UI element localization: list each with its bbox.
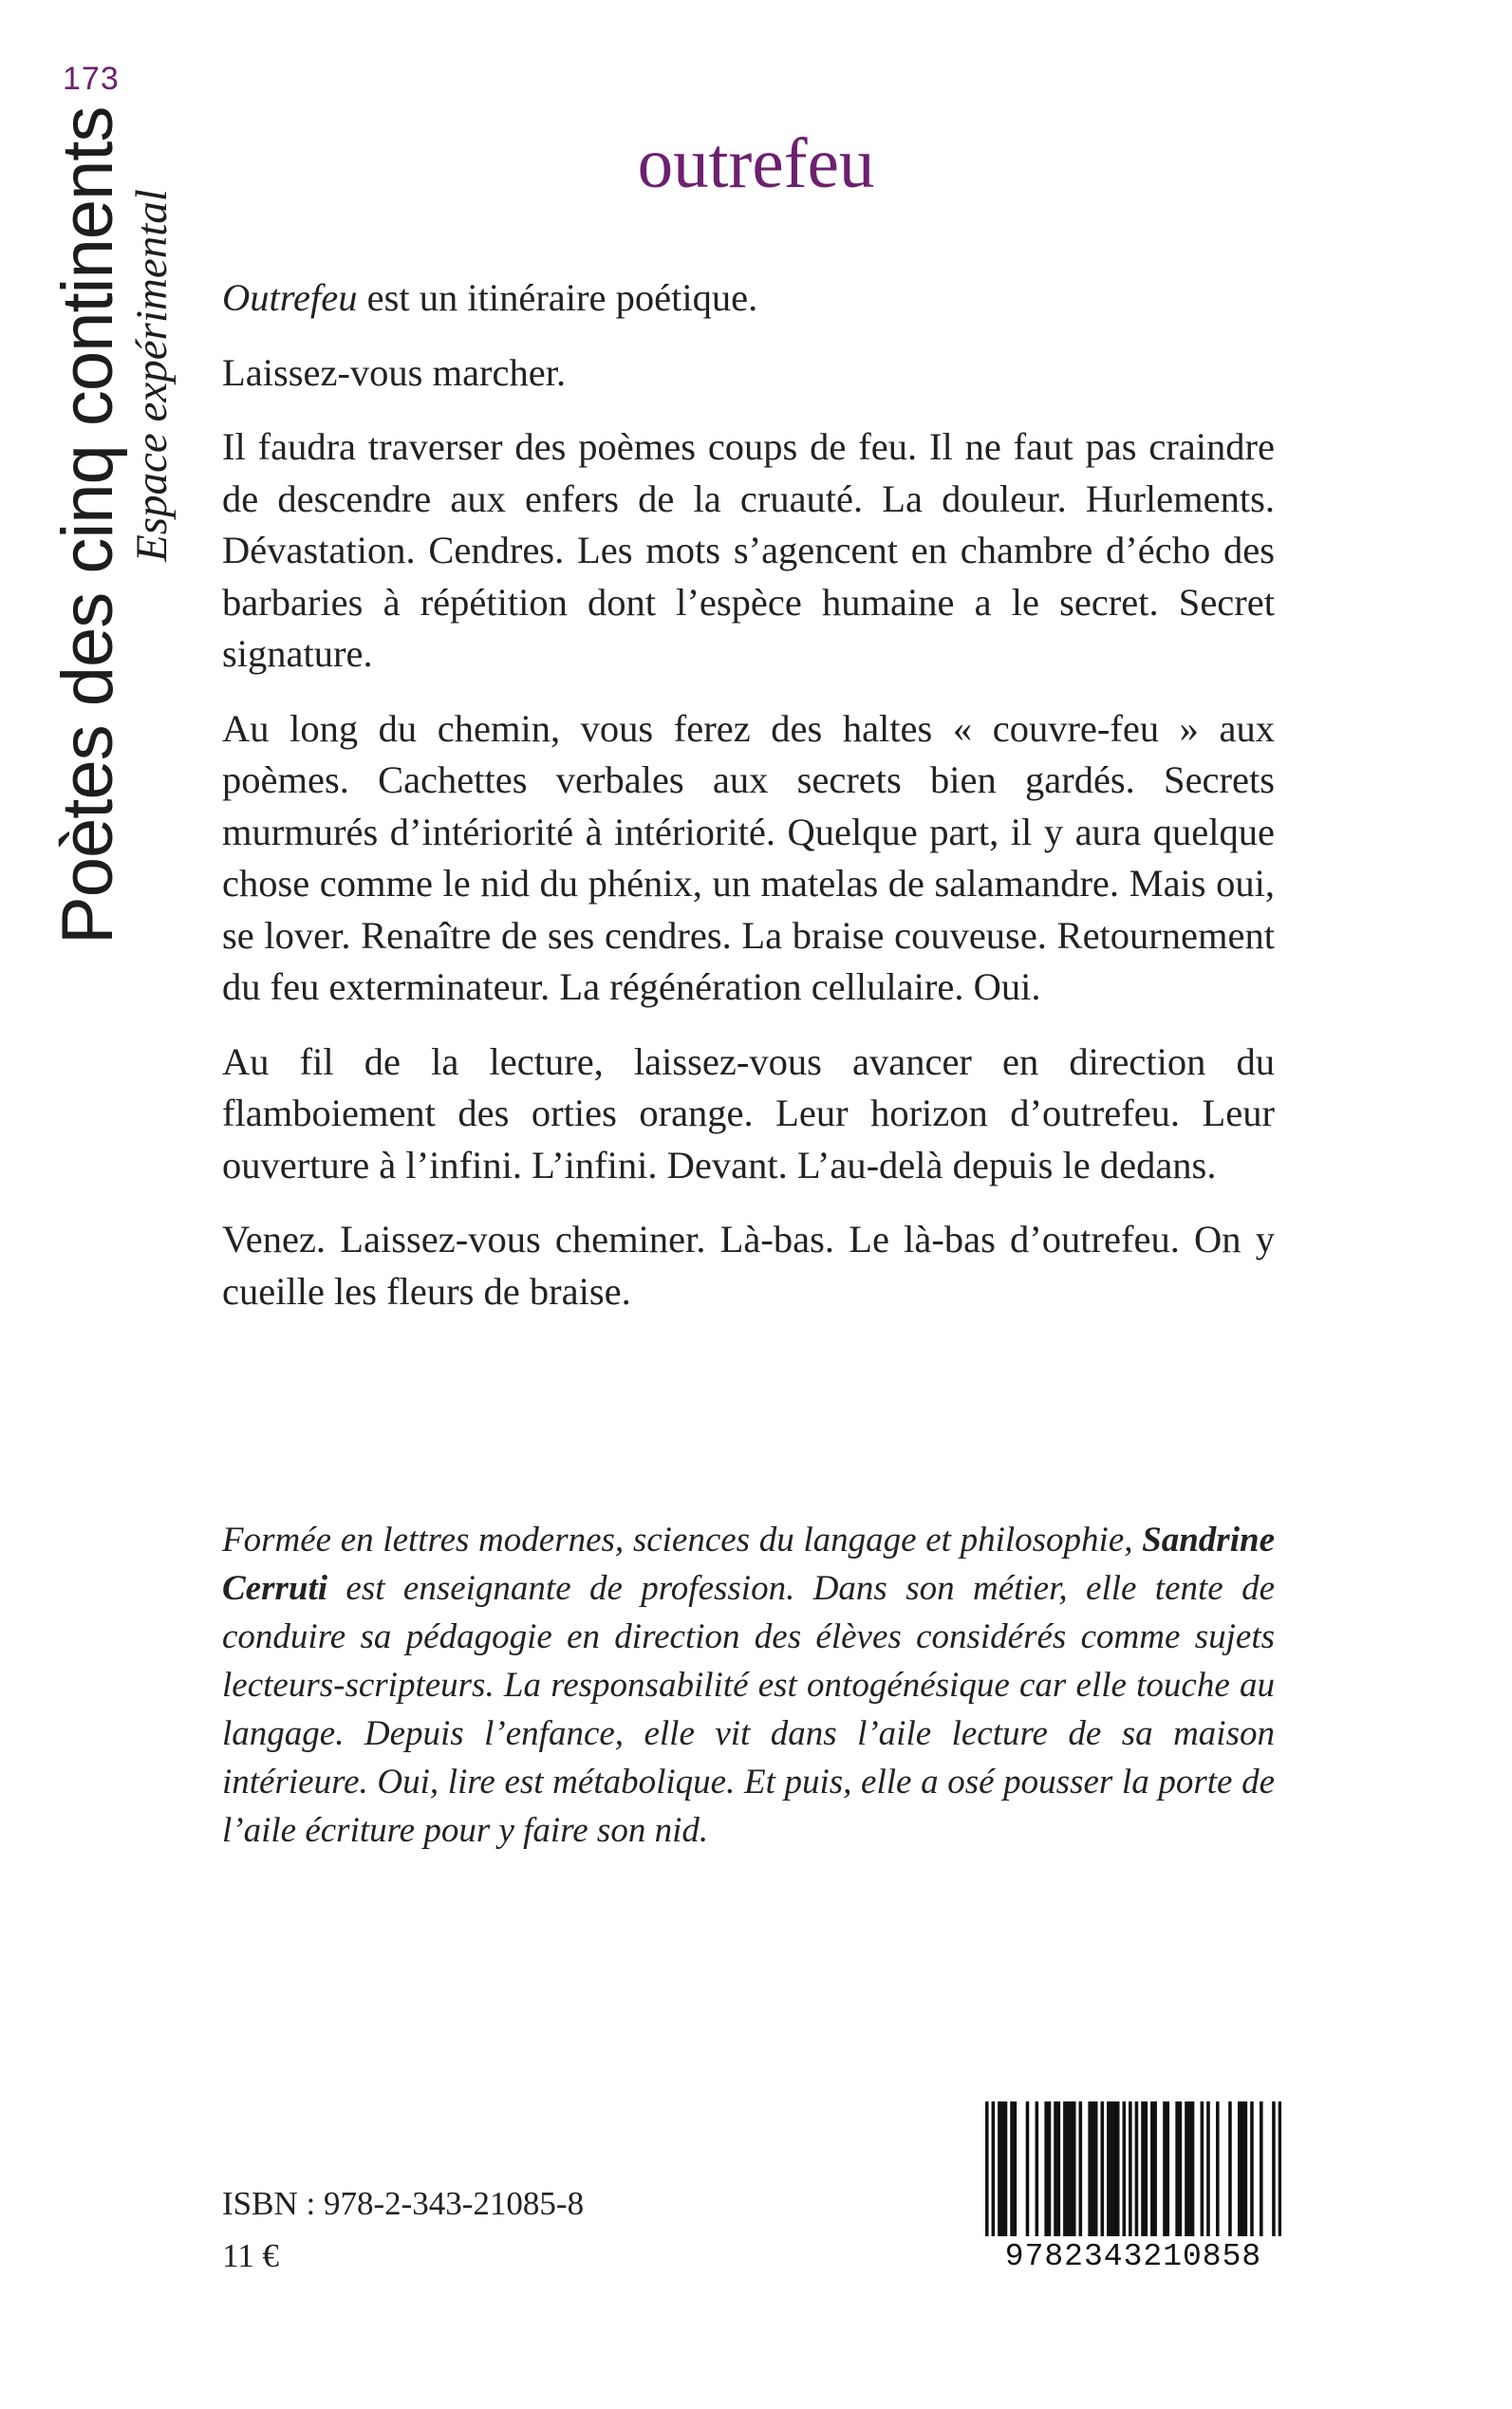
barcode-bar [1150, 2101, 1154, 2236]
barcode-bar [992, 2101, 996, 2236]
barcode-bar [1079, 2101, 1083, 2236]
barcode [978, 2098, 1277, 2278]
barcode-bar [1092, 2101, 1095, 2236]
bio-before: Formée en lettres modernes, sciences du langage et philosophie, [222, 1521, 1143, 1559]
barcode-bar [1191, 2101, 1195, 2236]
barcode-bar [1141, 2101, 1145, 2236]
barcode-bar [1206, 2101, 1210, 2236]
barcode-bar [985, 2101, 989, 2236]
barcode-bar [1110, 2101, 1113, 2236]
barcode-bar [1026, 2101, 1030, 2236]
blurb-title-em: Outrefeu [222, 276, 358, 319]
author-bio [222, 1516, 1275, 1855]
barcode-bar [1179, 2101, 1183, 2236]
barcode-bars [985, 2101, 1281, 2244]
book-title: outrefeu [637, 124, 875, 203]
barcode-bar [1066, 2101, 1070, 2236]
barcode-bar [1073, 2101, 1076, 2236]
barcode-bar [1113, 2101, 1117, 2236]
blurb-paragraph-1 [222, 272, 1275, 325]
author-bio-paragraph [222, 1516, 1275, 1855]
barcode-bar [1201, 2101, 1204, 2236]
barcode-bar [1175, 2101, 1179, 2236]
barcode-bar [1144, 2101, 1148, 2236]
barcode-bar [1272, 2101, 1276, 2236]
barcode-bar [1094, 2101, 1098, 2236]
barcode-digits: 9782343210858 [1004, 2239, 1262, 2274]
barcode-bar [1057, 2101, 1061, 2236]
series-subtitle: Espace expérimental [127, 189, 177, 562]
barcode-bar [1063, 2101, 1067, 2236]
blurb [222, 272, 1275, 1340]
blurb-paragraph-2: Laissez-vous marcher. [222, 350, 567, 394]
barcode-bar [1101, 2101, 1105, 2236]
barcode-bar [1000, 2101, 1004, 2236]
blurb-paragraph-4: Au long du chemin, vous ferez des haltes « couvre-feu » aux poèmes. Cachettes verbales aux secrets bien gardés. Secrets murmurés d’intériorité à intériorité. Quelque part, il y aura quelque chose comme le nid du phénix, un matelas de salamandre. Mais oui, se lover. Renaître de ses cendres. La braise couveuse. Retournement du feu exterminateur. La régénération cellulaire. Oui. [222, 706, 1275, 1008]
author-name: Sandrine Cerruti [222, 1521, 1275, 1608]
barcode-bar [1216, 2101, 1220, 2236]
barcode-bar [1070, 2101, 1073, 2236]
barcode-bar [1036, 2101, 1039, 2236]
blurb-paragraph-3: Il faudra traverser des poèmes coups de feu. Il ne faut pas craindre de descendre aux enfers de la cruauté. La douleur. Hurlements. Dévastation. Cendres. Les mots s’agencent en chambre d’écho des barbaries à répétition dont l’espèce humaine a le secret. Secret signature. [222, 425, 1275, 675]
barcode-bar [1129, 2101, 1132, 2236]
bio-after: est enseignante de profession. Dans son métier, elle tente de conduire sa pédagogie en direction des élèves considérés comme sujets lecteurs-scripteurs. La responsabilité est ontogénésique car elle touche au langage. Depuis l’enfance, elle vit dans l’aile lecture de sa maison intérieure. Oui, lire est métabolique. Et puis, elle a osé pousser la porte de l’aile écriture pour y faire son nid. [222, 1569, 1275, 1850]
series-number: 173 [63, 61, 120, 97]
isbn: ISBN : 978-2-343-21085-8 [222, 2185, 585, 2222]
barcode-bar [1163, 2101, 1167, 2236]
barcode-bar [1010, 2101, 1014, 2236]
barcode-bar [1241, 2101, 1244, 2236]
barcode-bar [1014, 2101, 1017, 2236]
barcode-bar [1166, 2101, 1169, 2236]
barcode-bar [1250, 2101, 1254, 2236]
blurb-paragraph-6: Venez. Laissez-vous cheminer. Là-bas. Le là-bas d’outrefeu. On y cueille les fleurs de braise. [222, 1218, 1275, 1313]
barcode-bar [1088, 2101, 1092, 2236]
barcode-bar [1123, 2101, 1127, 2236]
barcode-bar [1054, 2101, 1057, 2236]
barcode-bar [1187, 2101, 1191, 2236]
blurb-p1-text: est un itinéraire poétique. [357, 276, 758, 319]
barcode-bar [1004, 2101, 1008, 2236]
barcode-bar [1238, 2101, 1241, 2236]
barcode-bar [1048, 2101, 1052, 2236]
barcode-bar [1260, 2101, 1263, 2236]
barcode-bar [1153, 2101, 1157, 2236]
barcode-bar [1185, 2101, 1188, 2236]
barcode-bar [1279, 2101, 1281, 2236]
barcode-bar [1116, 2101, 1120, 2236]
barcode-bar [1044, 2101, 1048, 2236]
blurb-paragraph-5: Au fil de la lecture, laissez-vous avancer en direction du flamboiement des orties orange. Leur horizon d’outrefeu. Leur ouverture à l’infini. L’infini. Devant. L’au-delà depuis le dedans. [222, 1039, 1275, 1186]
barcode-bar [1244, 2101, 1248, 2236]
barcode-bar [998, 2101, 1001, 2236]
barcode-bar [1107, 2101, 1111, 2236]
barcode-bar [1228, 2101, 1232, 2236]
barcode-bar [1135, 2101, 1139, 2236]
series-name: Poètes des cinq continents [47, 106, 128, 944]
price: 11 € [222, 2237, 279, 2274]
